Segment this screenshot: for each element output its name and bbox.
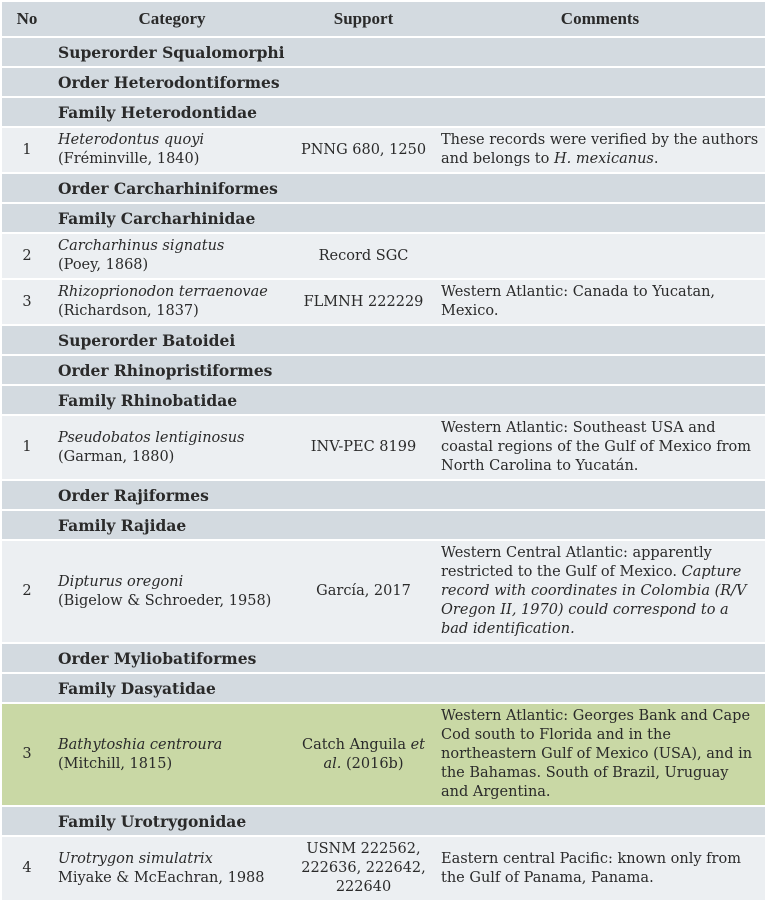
species-record-row (2, 836, 765, 900)
taxon-group-row (2, 203, 765, 233)
taxon-group-label: Family Rajidae (52, 510, 292, 540)
group-support-cell (292, 673, 435, 703)
record-number: 4 (2, 836, 52, 900)
group-no-cell (2, 173, 52, 203)
taxon-group-row (2, 510, 765, 540)
comments-cell (435, 703, 765, 806)
species-cell (52, 540, 292, 643)
group-comments-cell (435, 355, 765, 385)
taxon-group-label: Superorder Batoidei (52, 325, 292, 355)
column-header-support: Support (292, 2, 435, 37)
group-comments-cell (435, 37, 765, 67)
taxon-group-row (2, 385, 765, 415)
taxon-group-label: Family Heterodontidae (52, 97, 292, 127)
species-record-row (2, 703, 765, 806)
group-no-cell (2, 67, 52, 97)
group-support-cell (292, 806, 435, 836)
group-no-cell (2, 673, 52, 703)
comment-text: Eastern central Pacific: known only from the Gulf of Panama, Panama. (441, 850, 741, 886)
species-record-row (2, 540, 765, 643)
support-text: FLMNH 222229 (303, 293, 424, 310)
taxon-group-label: Family Urotrygonidae (52, 806, 292, 836)
group-comments-cell (435, 173, 765, 203)
support-text: USNM 222562, 222636, 222642, 222640 (301, 841, 426, 895)
support-text: PNNG 680, 1250 (300, 141, 427, 158)
group-no-cell (2, 510, 52, 540)
group-comments-cell (435, 203, 765, 233)
group-no-cell (2, 355, 52, 385)
comments-cell (435, 836, 765, 900)
taxon-group-label: Order Carcharhiniformes (52, 173, 292, 203)
group-no-cell (2, 37, 52, 67)
group-support-cell (292, 643, 435, 673)
species-name: Rhizoprionodon terraenovae (58, 284, 268, 300)
support-text: Catch Anguila (301, 736, 411, 753)
species-author: (Fréminville, 1840) (58, 151, 200, 167)
group-support-cell (292, 480, 435, 510)
taxon-group-label: Order Myliobatiformes (52, 643, 292, 673)
species-author: (Poey, 1868) (58, 257, 149, 273)
taxon-group-row (2, 37, 765, 67)
species-record-row (2, 279, 765, 325)
record-number: 2 (2, 233, 52, 279)
record-number: 3 (2, 279, 52, 325)
species-cell (52, 127, 292, 173)
taxon-group-row (2, 67, 765, 97)
species-record-row (2, 415, 765, 480)
species-cell (52, 703, 292, 806)
support-cell (292, 233, 435, 279)
species-record-row (2, 233, 765, 279)
species-author: Miyake & McEachran, 1988 (58, 869, 265, 886)
group-no-cell (2, 203, 52, 233)
support-text: García, 2017 (316, 583, 411, 599)
support-cell (292, 540, 435, 643)
group-no-cell (2, 806, 52, 836)
comments-cell (435, 415, 765, 480)
group-comments-cell (435, 325, 765, 355)
support-text: Record SGC (318, 247, 409, 264)
support-cell (292, 836, 435, 900)
comment-suffix-text: . (653, 151, 659, 167)
comments-cell (435, 540, 765, 643)
comment-text: These records were verified by the authors and belongs to (441, 132, 759, 167)
taxon-group-label: Family Carcharhinidae (52, 203, 292, 233)
support-suffix-text: (2016b) (341, 755, 404, 772)
group-comments-cell (435, 510, 765, 540)
support-italic-text: et al. (323, 736, 426, 772)
group-support-cell (292, 67, 435, 97)
taxon-group-row (2, 173, 765, 203)
group-support-cell (292, 325, 435, 355)
comments-cell (435, 127, 765, 173)
taxon-group-row (2, 480, 765, 510)
support-cell (292, 703, 435, 806)
species-author: (Richardson, 1837) (58, 303, 199, 319)
record-number: 2 (2, 540, 52, 643)
taxon-group-row (2, 97, 765, 127)
taxon-group-row (2, 806, 765, 836)
group-comments-cell (435, 673, 765, 703)
comment-text: Western Atlantic: Southeast USA and coastal regions of the Gulf of Mexico from North Carolina to Yucatán. (441, 420, 751, 474)
support-cell (292, 279, 435, 325)
taxon-group-label: Order Rhinopristiformes (52, 355, 292, 385)
group-support-cell (292, 355, 435, 385)
group-no-cell (2, 385, 52, 415)
column-header-no: No (2, 2, 52, 37)
comment-text: Western Atlantic: Canada to Yucatan, Mexico. (441, 284, 716, 319)
column-header-comments: Comments (435, 2, 765, 37)
species-name: Dipturus oregoni (58, 573, 184, 590)
taxon-group-label: Order Rajiformes (52, 480, 292, 510)
record-number: 1 (2, 415, 52, 480)
species-author: (Bigelow & Schroeder, 1958) (58, 592, 272, 609)
taxon-group-row (2, 355, 765, 385)
support-cell (292, 415, 435, 480)
species-name: Bathytoshia centroura (58, 736, 223, 753)
table-body (2, 37, 765, 900)
group-support-cell (292, 203, 435, 233)
record-number: 1 (2, 127, 52, 173)
support-text: INV-PEC 8199 (310, 439, 417, 455)
group-support-cell (292, 97, 435, 127)
species-name: Pseudobatos lentiginosus (58, 429, 245, 446)
species-cell (52, 233, 292, 279)
group-comments-cell (435, 97, 765, 127)
comments-cell (435, 233, 765, 279)
group-comments-cell (435, 806, 765, 836)
comment-italic-text: Capture record with coordinates in Colombia (R/V Oregon II, 1970) could correspond to a bad identification. (441, 564, 747, 637)
taxon-group-label: Family Rhinobatidae (52, 385, 292, 415)
species-author: (Garman, 1880) (58, 448, 175, 465)
group-comments-cell (435, 643, 765, 673)
comments-cell (435, 279, 765, 325)
species-cell (52, 836, 292, 900)
species-name: Urotrygon simulatrix (58, 850, 213, 867)
group-comments-cell (435, 385, 765, 415)
taxon-group-row (2, 673, 765, 703)
group-no-cell (2, 325, 52, 355)
species-author: (Mitchill, 1815) (58, 755, 173, 772)
group-support-cell (292, 510, 435, 540)
taxon-group-label: Family Dasyatidae (52, 673, 292, 703)
species-record-row (2, 127, 765, 173)
group-support-cell (292, 385, 435, 415)
species-cell (52, 279, 292, 325)
species-name: Carcharhinus signatus (58, 238, 225, 254)
support-cell (292, 127, 435, 173)
record-number: 3 (2, 703, 52, 806)
column-header-category: Category (52, 2, 292, 37)
group-comments-cell (435, 480, 765, 510)
group-no-cell (2, 97, 52, 127)
comment-text: Western Central Atlantic: apparently restricted to the Gulf of Mexico. (441, 545, 712, 580)
group-comments-cell (435, 67, 765, 97)
taxon-group-label: Superorder Squalomorphi (52, 37, 292, 67)
group-support-cell (292, 173, 435, 203)
comment-text: Western Atlantic: Georges Bank and Cape Cod south to Florida and in the northeastern Gulf of Mexico (USA), and in the Bahamas. South of Brazil, Uruguay and Argentina. (441, 708, 753, 800)
species-name: Heterodontus quoyi (58, 132, 205, 148)
species-records-table (2, 2, 765, 900)
species-cell (52, 415, 292, 480)
taxon-group-label: Order Heterodontiformes (52, 67, 292, 97)
taxon-group-row (2, 325, 765, 355)
table-header-row (2, 2, 765, 37)
comment-italic-text: H. mexicanus (553, 151, 654, 167)
taxon-group-row (2, 643, 765, 673)
group-no-cell (2, 480, 52, 510)
group-no-cell (2, 643, 52, 673)
group-support-cell (292, 37, 435, 67)
